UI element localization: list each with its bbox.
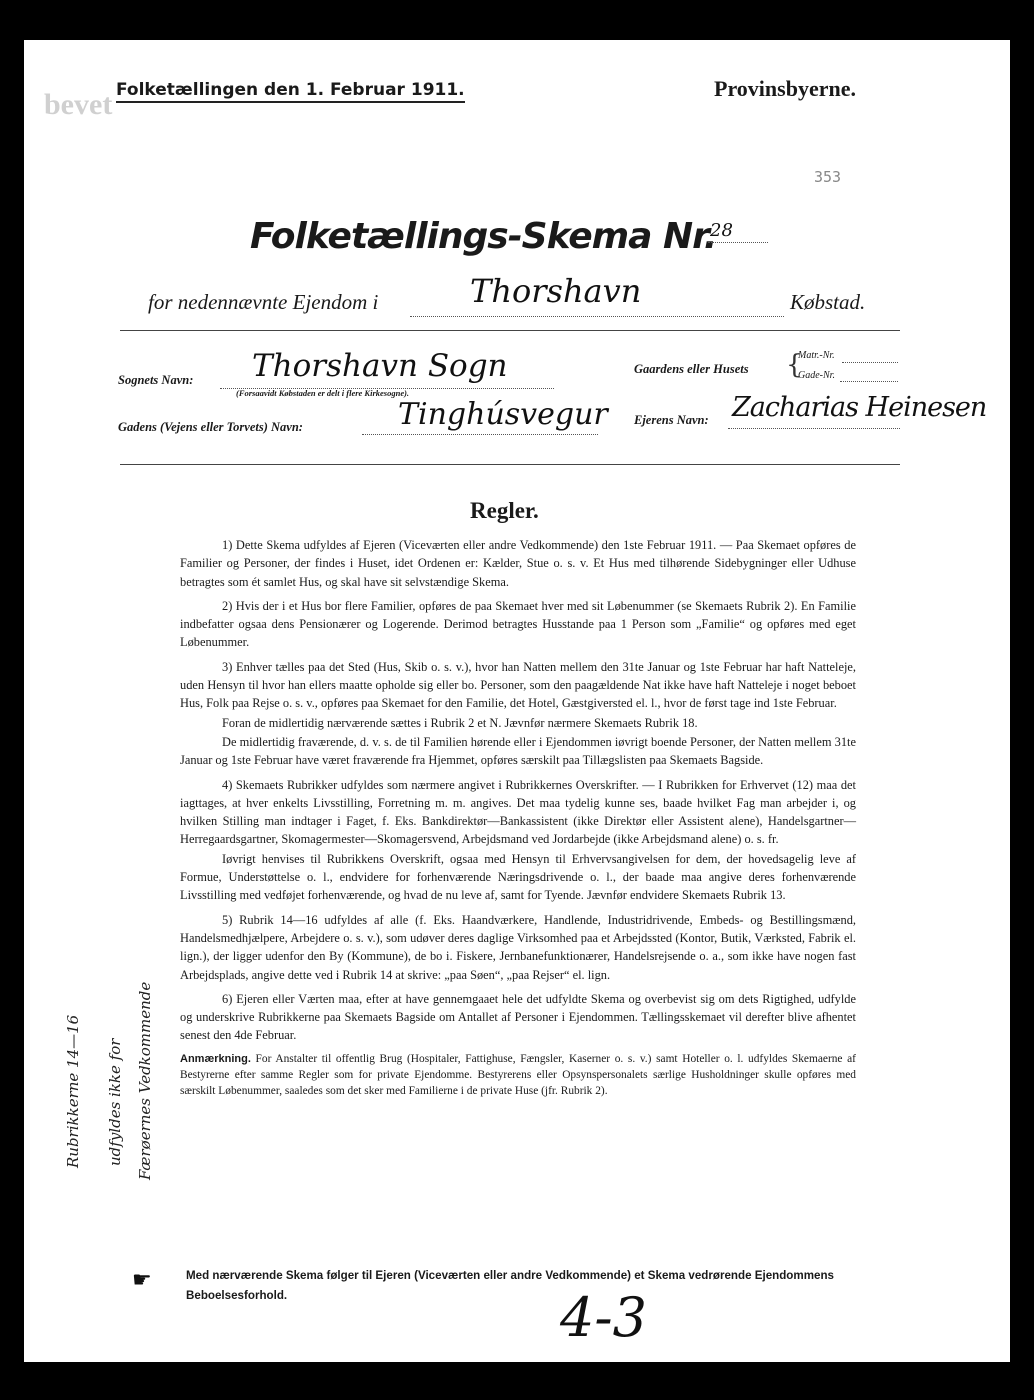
gade-nr-dotline (840, 381, 898, 382)
annotation-note (180, 1051, 856, 1099)
page-stamp-number: 353 (814, 168, 842, 186)
side-note-1: Rubrikkerne 14—16 (64, 1014, 82, 1168)
ejer-label: Ejerens Navn: (634, 413, 709, 427)
rule-paragraph-4b: Iøvrigt henvises til Rubrikkens Overskrift, ogsaa med Hensyn til Erhvervsangivelsen for dem, der hovedsagelig leve af Formue, Understøttelse o. l., endvidere for forhenværende Næringsdrivende o. l., der baade maa angive deres forhenværende Livsstilling med vedføjet forhenværende, og hvad de nu leve af, samt for Tyende. Jævnfør endvidere Skemaets Rubrik 13. (180, 851, 856, 903)
rules-heading: Regler. (470, 498, 539, 523)
town-dotline (410, 316, 784, 317)
divider-bottom (120, 464, 900, 465)
pointing-hand-icon: ☛ (132, 1268, 152, 1293)
divider-top (120, 330, 900, 331)
census-form-sheet (24, 40, 1010, 1362)
census-date-header: Folketællingen den 1. Februar 1911. (116, 80, 465, 103)
town-value: Thorshavn (470, 272, 642, 310)
ejer-dotline (728, 428, 900, 429)
side-note-3: Færøernes Vedkommende (136, 981, 154, 1180)
gade-value: Tinghúsvegur (398, 397, 608, 432)
kobstad-label: Købstad. (790, 290, 866, 314)
ejer-value: Zacharias Heinesen (732, 392, 987, 423)
footer-note: Med nærværende Skema følger til Ejeren (Viceværten eller andre Vedkommende) et Skema vedrørende Ejendommens Beboelsesforhold. (186, 1269, 834, 1302)
gaard-brace: { (786, 350, 803, 380)
sogn-value: Thorshavn Sogn (252, 348, 508, 384)
annotation-label: Anmærkning. (180, 1052, 251, 1065)
region-header: Provinsbyerne. (714, 76, 856, 101)
rule-paragraph-3c: De midlertidig fraværende, d. v. s. de til Familien hørende eller i Ejendommen iøvrigt boende Personer, der Natten mellem 31te Januar og 1ste Februar have været fraværende fra Hjemmet, opføres særskilt paa Tillægslisten paa Skemaets Bagside. (180, 734, 856, 768)
sogn-label: Sognets Navn: (118, 373, 194, 387)
gade-label: Gadens (Vejens eller Torvets) Navn: (118, 420, 303, 434)
annotation-text: For Anstalter til offentlig Brug (Hospitaler, Fattighuse, Fængsler, Kaserner o. s. v.) samt Hoteller o. l. udfyldes Skemaerne af Bestyrerne efter samme Regler som for private Ejendomme. Bestyrerens eller Opsynspersonalets særlige Husholdninger skulle opføres med særskilt Løbenummer, saaledes som det sker med Familierne i de private Huse (jfr. Rubrik 2). (180, 1052, 856, 1097)
bleed-through-text: bevet (44, 88, 113, 121)
matr-dotline (842, 362, 898, 363)
rule-paragraph-4: 4) Skemaets Rubrikker udfyldes som nærmere angivet i Rubrikkernes Overskrifter. — I Rubrikken for Erhvervet (12) maa det iagttages, at hver enkelts Livsstilling, Forretning m. m. angives. Det maa tydelig kunne ses, baade hvilket Fag man arbejder i, og hvilken Stilling man indtager i Faget, f. Eks. Bankdirektør—Bankassistent (ikke Direktør eller Assistent alene), Handelsgartner—Herregaardsgartner, Skomagermester—Skomagersvend, Arbejdsmand ved Jordarbejde (ikke Arbejdsmand alene) o. s. fr. (180, 777, 856, 847)
rule-paragraph-3: 3) Enhver tælles paa det Sted (Hus, Skib o. s. v.), hvor han Natten mellem den 31te Januar og 1ste Februar har haft Natteleje, uden Hensyn til hvor han ellers maatte opholde sig eller bo. Personer, som den paagældende Nat ikke have haft Natteleje i noget beboet Hus, Folk paa Rejse o. s. v., opføres paa Skemaet for den Familie, det Hotel, Gæstgiversted el. l., hvor de først tage ind 1ste Februar. (180, 659, 856, 711)
rule-paragraph-3b: Foran de midlertidig nærværende sættes i Rubrik 2 et N. Jævnfør nærmere Skemaets Rubrik 18. (222, 715, 698, 730)
handwritten-number: 4-3 (560, 1286, 647, 1349)
gade-nr-label: Gade-Nr. (798, 370, 835, 381)
gade-dotline (362, 434, 598, 435)
side-note-2: udfyldes ikke for (106, 1038, 124, 1166)
form-title: Folketællings-Skema Nr. (250, 216, 717, 257)
rule-paragraph-2: 2) Hvis der i et Hus bor flere Familier, opføres de paa Skemaet hver med sit Løbenummer (se Skemaets Rubrik 2). En Familie indbefatter ogsaa dens Pensionærer og Logerende. Derimod betragtes Husstande paa 1 Person som „Familie“ og opføres med eget Løbenummer. (180, 598, 856, 650)
gaard-label: Gaardens eller Husets (634, 362, 749, 376)
rule-paragraph-1: 1) Dette Skema udfyldes af Ejeren (Viceværten eller andre Vedkommende) den 1ste Februar 1911. — Paa Skemaet opføres de Familier og Personer, der findes i Huset, idet Ordenen er: Kælder, Stue o. s. v. Et Hus med tilhørende Sidebygninger eller Udhuse betragtes som ét samlet Hus, og skal have sit selvstændige Skema. (180, 538, 856, 589)
rules-body (180, 536, 856, 1099)
matr-label: Matr.-Nr. (798, 350, 835, 361)
sogn-note: (Forsaavidt Købstaden er delt i flere Kirkesogne). (236, 388, 410, 398)
form-number: 28 (710, 220, 733, 241)
form-number-line (708, 242, 768, 243)
rule-paragraph-5: 5) Rubrik 14—16 udfyldes af alle (f. Eks. Haandværkere, Handlende, Industridrivende, Embeds- og Bestillingsmænd, Handelsmedhjælpere, Arbejdere o. s. v.), som udøver deres daglige Virksomhed paa et Arbejdssted (Kontor, Butik, Værksted, Fabrik el. lign.), der ligger udenfor den By (Kommune), de bo i. Fiskere, Jernbanefunktionærer, Handelsrejsende o. a., som ikke have nogen fast Arbejdsplads, angive dette ved i Rubrik 14 at skrive: „paa Søen“, „paa Rejser“ el. lign. (180, 912, 856, 982)
rule-paragraph-6: 6) Ejeren eller Værten maa, efter at have gennemgaaet hele det udfyldte Skema og overbevist sig om dets Rigtighed, udfylde og underskrive Rubrikkerne paa Skemaets Bagside om Antallet af Personer i Ejendommen. Tællingsskemaet vil derefter blive afhentet senest den 4de Februar. (180, 991, 856, 1043)
property-prefix-label: for nedennævnte Ejendom i (148, 290, 379, 314)
